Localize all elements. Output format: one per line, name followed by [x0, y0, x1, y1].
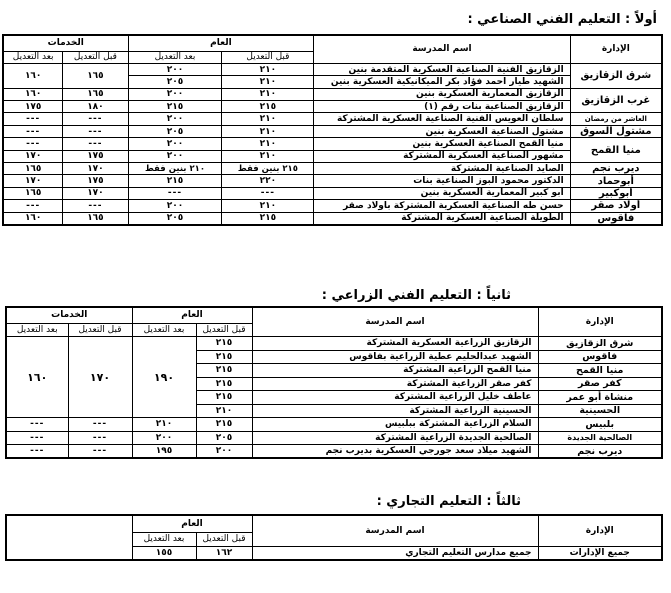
school-cell: عاطف خليل الزراعية المشتركة	[252, 391, 538, 405]
section3-title: ثالثاً : التعليم التجاري :	[376, 494, 521, 509]
school-cell: منيا القمح الزراعية المشتركة	[252, 364, 538, 378]
services-after-cell: ---	[6, 418, 68, 432]
dept-cell: ديرب نجم	[538, 445, 662, 459]
dept-cell: شرق الزقازيق	[538, 337, 662, 351]
services-after-cell: ١٧٠	[3, 150, 63, 162]
dept-cell: أولاد صقر	[570, 200, 662, 212]
general-after-header: بعد التعديل	[128, 51, 222, 63]
services-before-cell: ---	[68, 418, 132, 432]
services-after-cell: ١٦٥	[3, 163, 63, 175]
general-before-cell: ٢١٥ بنين فقط	[222, 163, 314, 175]
general-before-cell: ٢١٥	[196, 418, 252, 432]
services-after-cell: ---	[3, 125, 63, 137]
services-after-cell: ١٧٠	[3, 175, 63, 187]
services-after-cell: ---	[6, 445, 68, 459]
general-after-cell: ٢٠٥	[128, 125, 222, 137]
services-after-cell: ---	[3, 200, 63, 212]
services-after-cell: ١٦٠	[3, 212, 63, 225]
general-after-cell: ---	[128, 187, 222, 199]
services-after-cell: ١٦٠	[3, 88, 63, 100]
dept-cell: الصالحية الجديدة	[538, 431, 662, 445]
school-cell: الصايد الصناعية المشتركة	[314, 163, 570, 175]
services-before-cell: ١٧٥	[63, 150, 128, 162]
services-after-cell: ١٦٥	[3, 187, 63, 199]
school-header: اسم المدرسة	[314, 35, 570, 63]
dept-cell: العاشر من رمضان	[570, 113, 662, 125]
general-after-cell: ٢١٠	[132, 418, 196, 432]
school-cell: الزقازيق المعمارية العسكرية بنين	[314, 88, 570, 100]
general-after-cell: ٢٠٠	[128, 138, 222, 150]
services-after-cell: ---	[6, 431, 68, 445]
general-before-cell: ٢١٠	[222, 63, 314, 75]
school-cell: حسن طه الصناعية العسكرية المشتركة باولاد صقر	[314, 200, 570, 212]
services-before-cell: ---	[63, 200, 128, 212]
services-before-header: قبل التعديل	[68, 323, 132, 337]
school-cell: الزقازيق الزراعية العسكرية المشتركة	[252, 337, 538, 351]
services-header: الخدمات	[6, 307, 132, 323]
school-cell: الصالحية الجديدة الزراعية المشتركة	[252, 431, 538, 445]
general-after-cell: ٢٠٥	[128, 212, 222, 225]
school-cell: ابو كبير المعمارية العسكرية بنين	[314, 187, 570, 199]
general-before-cell: ٢١٠	[222, 125, 314, 137]
general-after-header: بعد التعديل	[132, 532, 196, 546]
dept-cell: أبوكبير	[570, 187, 662, 199]
services-header: الخدمات	[3, 35, 128, 51]
school-cell: الشهيد عبدالحليم عطية الزراعية بفاقوس	[252, 350, 538, 364]
school-cell: الشهيد طيار احمد فؤاد بكر الميكانيكية العسكرية بنين	[314, 76, 570, 88]
general-before-cell: ٢١٠	[222, 200, 314, 212]
services-before-merged-cell: ١٧٠	[68, 337, 132, 418]
services-after-merged-cell: ١٦٠	[6, 337, 68, 418]
school-cell: السلام الزراعية المشتركة ببلبيس	[252, 418, 538, 432]
dept-header: الإدارة	[538, 515, 662, 546]
general-before-cell: ٢٠٥	[196, 431, 252, 445]
services-before-cell: ---	[63, 113, 128, 125]
general-after-cell: ٢١٥	[128, 101, 222, 113]
general-header: العام	[128, 35, 314, 51]
dept-cell: جميع الإدارات	[538, 546, 662, 560]
general-before-cell: ٢١٠	[222, 88, 314, 100]
general-before-cell: ١٦٢	[196, 546, 252, 560]
dept-cell: منيا القمح	[570, 138, 662, 163]
dept-cell: كفر صقر	[538, 377, 662, 391]
school-header: اسم المدرسة	[252, 515, 538, 546]
dept-cell: بلبيس	[538, 418, 662, 432]
services-before-cell: ١٧٠	[63, 163, 128, 175]
dept-header: الإدارة	[570, 35, 662, 63]
general-after-cell: ٢٠٠	[128, 88, 222, 100]
dept-cell: فاقوس	[538, 350, 662, 364]
services-before-cell: ---	[63, 138, 128, 150]
dept-cell: فاقوس	[570, 212, 662, 225]
school-cell: سلطان العويس الفنية الصناعية العسكرية المشتركة	[314, 113, 570, 125]
general-before-cell: ٢١٠	[196, 404, 252, 418]
industrial-table	[2, 34, 663, 226]
general-before-cell: ٢١٥	[196, 364, 252, 378]
general-after-cell: ٢٠٠	[128, 150, 222, 162]
general-before-cell: ٢١٠	[222, 113, 314, 125]
services-before-cell: ١٦٥	[63, 212, 128, 225]
general-before-cell: ---	[222, 187, 314, 199]
school-cell: منيا القمح الصناعية العسكرية بنين	[314, 138, 570, 150]
school-cell: الدكتور محمود البوز الصناعية بنات	[314, 175, 570, 187]
dept-cell: مشتول السوق	[570, 125, 662, 137]
general-before-cell: ٢٢٠	[222, 175, 314, 187]
general-after-cell: ١٩٥	[132, 445, 196, 459]
services-after-cell: ---	[3, 113, 63, 125]
general-after-cell: ٢٠٠	[128, 63, 222, 75]
general-before-cell: ٢١٥	[222, 101, 314, 113]
school-cell: الشهيد ميلاد سعد جورجي العسكرية بديرب نجم	[252, 445, 538, 459]
general-after-cell: ١٥٥	[132, 546, 196, 560]
services-before-cell: ١٨٠	[63, 101, 128, 113]
general-before-cell: ٢١٠	[222, 150, 314, 162]
general-before-cell: ٢١٠	[222, 138, 314, 150]
school-cell: الحسينية الزراعية المشتركة	[252, 404, 538, 418]
services-after-header: بعد التعديل	[3, 51, 63, 63]
dept-cell: منيا القمح	[538, 364, 662, 378]
general-after-cell: ٢٠٠	[132, 431, 196, 445]
general-before-cell: ٢٠٠	[196, 445, 252, 459]
general-before-header: قبل التعديل	[196, 323, 252, 337]
general-after-cell: ٢٠٠	[128, 200, 222, 212]
general-after-header: بعد التعديل	[132, 323, 196, 337]
general-before-header: قبل التعديل	[196, 532, 252, 546]
general-after-cell: ٢٠٠	[128, 113, 222, 125]
services-before-cell: ---	[68, 445, 132, 459]
general-before-cell: ٢١٥	[222, 212, 314, 225]
services-before-cell: ---	[63, 125, 128, 137]
school-cell: الزقازيق الفنية الصناعية العسكرية المتقدمة بنين	[314, 63, 570, 75]
general-after-cell: ٢٠٥	[128, 76, 222, 88]
services-after-cell: ---	[3, 138, 63, 150]
dept-cell: ديرب نجم	[570, 163, 662, 175]
general-before-cell: ٢١٥	[196, 377, 252, 391]
general-header: العام	[132, 307, 252, 323]
agricultural-table	[5, 306, 663, 459]
services-after-header: بعد التعديل	[6, 323, 68, 337]
dept-cell: شرق الزقازيق	[570, 63, 662, 88]
general-header: العام	[132, 515, 252, 532]
services-before-cell: ١٦٥	[63, 63, 128, 88]
services-before-header: قبل التعديل	[63, 51, 128, 63]
general-before-cell: ٢١٥	[196, 350, 252, 364]
general-after-cell: ٢١٥	[128, 175, 222, 187]
dept-cell: غرب الزقازيق	[570, 88, 662, 113]
empty-cell	[6, 515, 132, 560]
services-before-cell: ١٧٠	[63, 187, 128, 199]
services-after-cell: ١٧٥	[3, 101, 63, 113]
school-cell: جميع مدارس التعليم التجاري	[252, 546, 538, 560]
section1-title: أولاً : التعليم الفني الصناعي :	[467, 12, 657, 27]
general-before-cell: ٢١٥	[196, 337, 252, 351]
dept-cell: منشاة أبو عمر	[538, 391, 662, 405]
school-cell: مشتول الصناعية العسكرية بنين	[314, 125, 570, 137]
services-after-cell: ١٦٠	[3, 63, 63, 88]
services-before-cell: ١٧٥	[63, 175, 128, 187]
school-cell: مشهور الصناعية العسكرية المشتركة	[314, 150, 570, 162]
dept-cell: الحسينية	[538, 404, 662, 418]
school-cell: كفر صقر الزراعية المشتركة	[252, 377, 538, 391]
section2-title: ثانياً : التعليم الفني الزراعي :	[321, 288, 511, 303]
dept-header: الإدارة	[538, 307, 662, 337]
services-before-cell: ---	[68, 431, 132, 445]
general-before-header: قبل التعديل	[222, 51, 314, 63]
school-cell: الطويلة الصناعية العسكرية المشتركة	[314, 212, 570, 225]
services-before-cell: ١٦٥	[63, 88, 128, 100]
school-header: اسم المدرسة	[252, 307, 538, 337]
general-after-cell: ٢١٠ بنين فقط	[128, 163, 222, 175]
general-after-merged-cell: ١٩٠	[132, 337, 196, 418]
dept-cell: أبوحماد	[570, 175, 662, 187]
commercial-table	[5, 514, 663, 561]
school-cell: الزقازيق الصناعية بنات رقم (١)	[314, 101, 570, 113]
general-before-cell: ٢١٠	[222, 76, 314, 88]
general-before-cell: ٢١٥	[196, 391, 252, 405]
